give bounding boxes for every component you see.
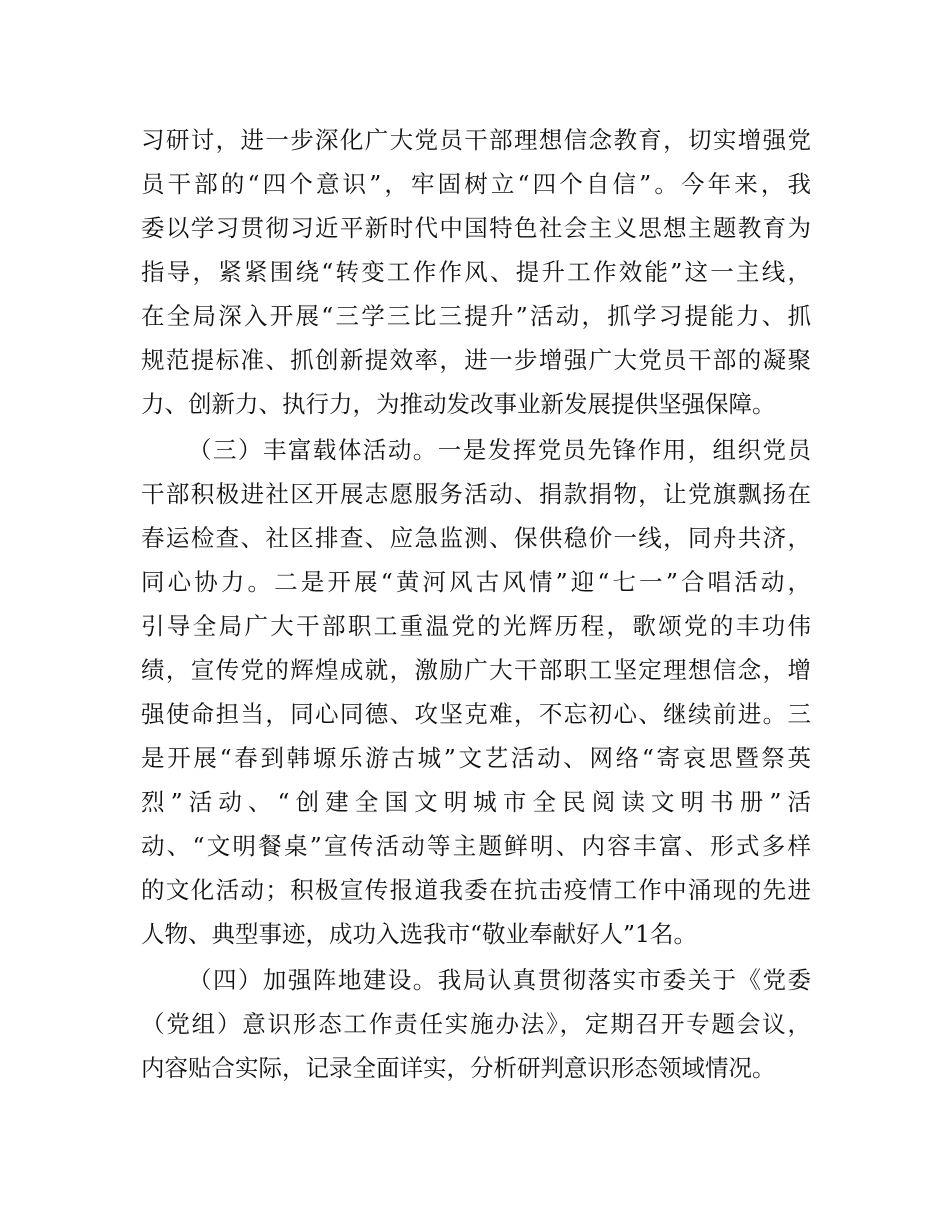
text-line: 烈”活动、“创建全国文明城市全民阅读文明书册”活	[141, 788, 811, 816]
text-line: 委以学习贯彻习近平新时代中国特色社会主义思想主题教育为	[141, 214, 811, 242]
paragraph-heading-4: （四）加强阵地建设。我局认真贯彻落实市委关于《党委	[188, 966, 811, 994]
text-line: 在全局深入开展“三学三比三提升”活动，抓学习提能力、抓	[141, 302, 811, 330]
text-line: 引导全局广大干部职工重温党的光辉历程，歌颂党的丰功伟	[141, 612, 811, 640]
text-line: 同心协力。二是开展“黄河风古风情”迎“七一”合唱活动，	[141, 568, 811, 596]
text-line: 内容贴合实际，记录全面详实，分析研判意识形态领域情况。	[141, 1054, 776, 1082]
text-line: 人物、典型事迹，成功入选我市“敬业奉献好人”1名。	[141, 920, 697, 948]
paragraph-heading-3: （三）丰富载体活动。一是发挥党员先锋作用，组织党员	[188, 436, 811, 464]
text-line: 干部积极进社区开展志愿服务活动、捐款捐物，让党旗飘扬在	[141, 480, 811, 508]
text-line: 绩，宣传党的辉煌成就，激励广大干部职工坚定理想信念，增	[141, 656, 811, 684]
text-line: 动、“文明餐桌”宣传活动等主题鲜明、内容丰富、形式多样	[141, 832, 811, 860]
text-line: 强使命担当，同心同德、攻坚克难，不忘初心、继续前进。三	[141, 700, 811, 728]
text-line: （党组）意识形态工作责任实施办法》，定期召开专题会议，	[141, 1010, 811, 1038]
text-line: 是开展“春到韩塬乐游古城”文艺活动、网络“寄哀思暨祭英	[141, 744, 811, 772]
text-line: 的文化活动；积极宣传报道我委在抗击疫情工作中涌现的先进	[141, 876, 811, 904]
text-line: 员干部的“四个意识”，牢固树立“四个自信”。今年来，我	[141, 170, 811, 198]
text-line: 春运检查、社区排查、应急监测、保供稳价一线，同舟共济，	[141, 524, 811, 552]
text-line: 力、创新力、执行力，为推动发改事业新发展提供坚强保障。	[141, 390, 776, 418]
text-line: 指导，紧紧围绕“转变工作作风、提升工作效能”这一主线，	[141, 258, 811, 286]
text-line: 习研讨，进一步深化广大党员干部理想信念教育，切实增强党	[141, 126, 811, 154]
text-line: 规范提标准、抓创新提效率，进一步增强广大党员干部的凝聚	[141, 346, 811, 374]
